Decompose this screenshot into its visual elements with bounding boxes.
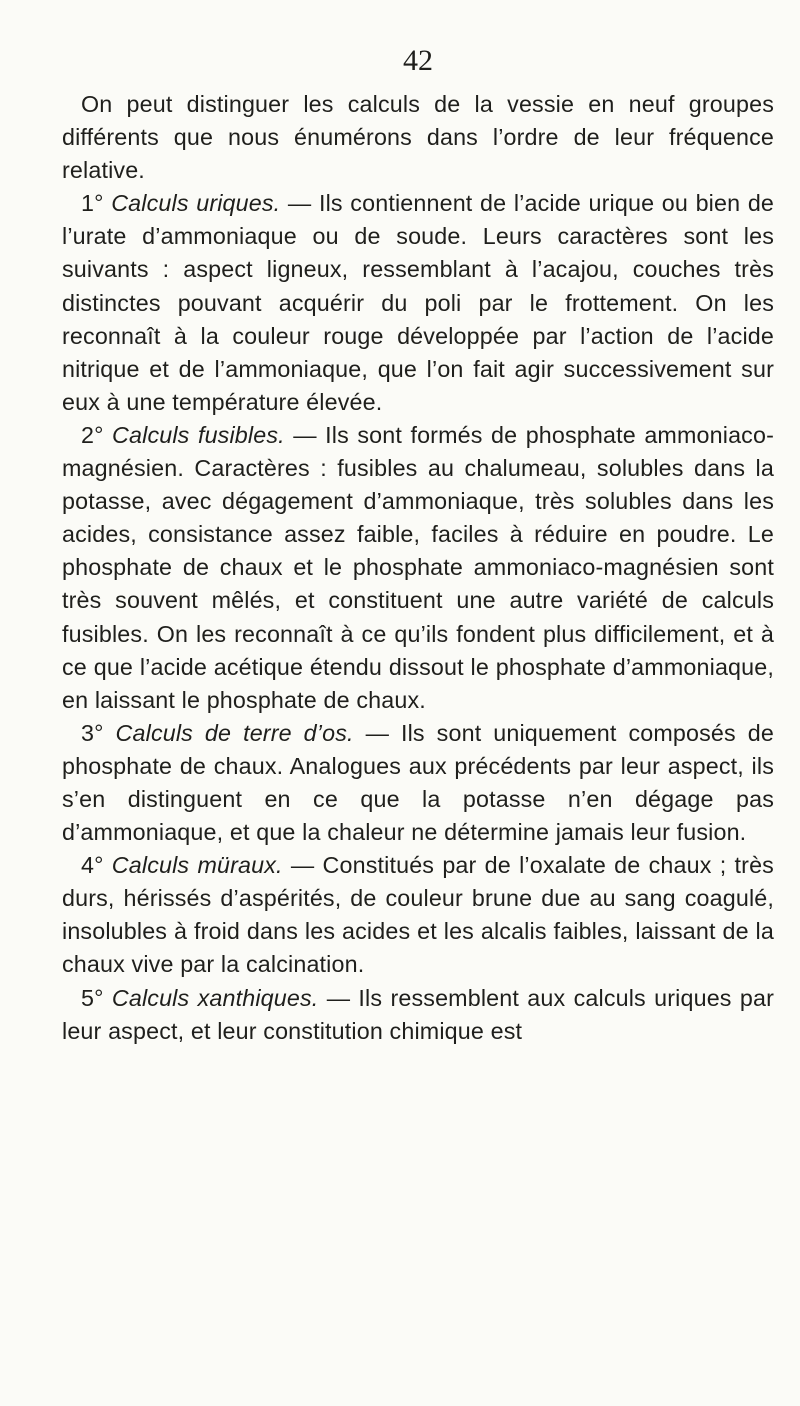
section-text: — Ils sont uniquement composés de phosphate de chaux. Analogues aux précédents par leur aspect, ils s’en distinguent en ce que la potasse n’en dégage pas d’ammoniaque, et que la chaleur ne détermine jamais leur fusion. [62,719,774,846]
section-text: — Ils contiennent de l’acide urique ou bien de l’urate d’ammoniaque ou de soude. Leurs caractères sont les suivants : aspect ligneux, ressemblant à l’acajou, couches très distinctes pouvant acquérir du poli par le frottement. On les reconnaît à la couleur rouge développée par l’action de l’acide nitrique et de l’ammoniaque, que l’on fait agir successivement sur eux à une température élevée. [62,190,775,415]
section-xanthic-calculi [62,982,774,1048]
page-body [62,88,774,1048]
intro-paragraph: On peut distinguer les calculs de la vessie en neuf groupes différents que nous énumérons dans l’ordre de leur fréquence relative. [62,91,774,184]
section-fusible-calculi [62,419,774,717]
section-text: — Ils sont formés de phosphate ammoniaco-magnésien. Caractères : fusibles au chalumeau, solubles dans la potasse, avec dégagement d’ammoniaque, très solubles dans les acides, consistance assez faible, faciles à réduire en poudre. Le phosphate de chaux et le phosphate ammoniaco-magnésien sont très souvent mêlés, et constituent une autre variété de calculs fusibles. On les reconnaît à ce qu’ils fondent plus difficilement, et à ce que l’acide acétique étendu dissout le phosphate d’ammoniaque, en laissant le phosphate de chaux. [62,421,774,713]
section-text: — Constitués par de l’oxalate de chaux ; très durs, hérissés d’aspérités, de couleur brune due au sang coagulé, insolubles à froid dans les acides et les alcalis faibles, laissant de la chaux vive par la calcination. [62,852,774,978]
section-text: — Ils ressemblent aux calculs uriques par leur aspect, et leur constitution chimique est [62,984,775,1044]
book-page [62,46,774,1048]
section-title: Calculs uriques. [111,190,281,217]
section-number: 1° [81,190,104,217]
section-title: Calculs müraux. [111,852,283,879]
section-number: 4° [81,852,104,879]
section-number: 5° [81,984,104,1011]
page-number: 42 [403,44,433,77]
section-number: 2° [81,421,104,448]
section-title: Calculs xanthiques. [111,984,319,1011]
section-uric-calculi [62,187,774,419]
section-mulberry-calculi [62,849,774,981]
section-title: Calculs fusibles. [112,421,285,448]
section-title: Calculs de terre d’os. [115,719,354,746]
section-bone-earth-calculi [62,717,774,849]
section-number: 3° [81,719,104,746]
